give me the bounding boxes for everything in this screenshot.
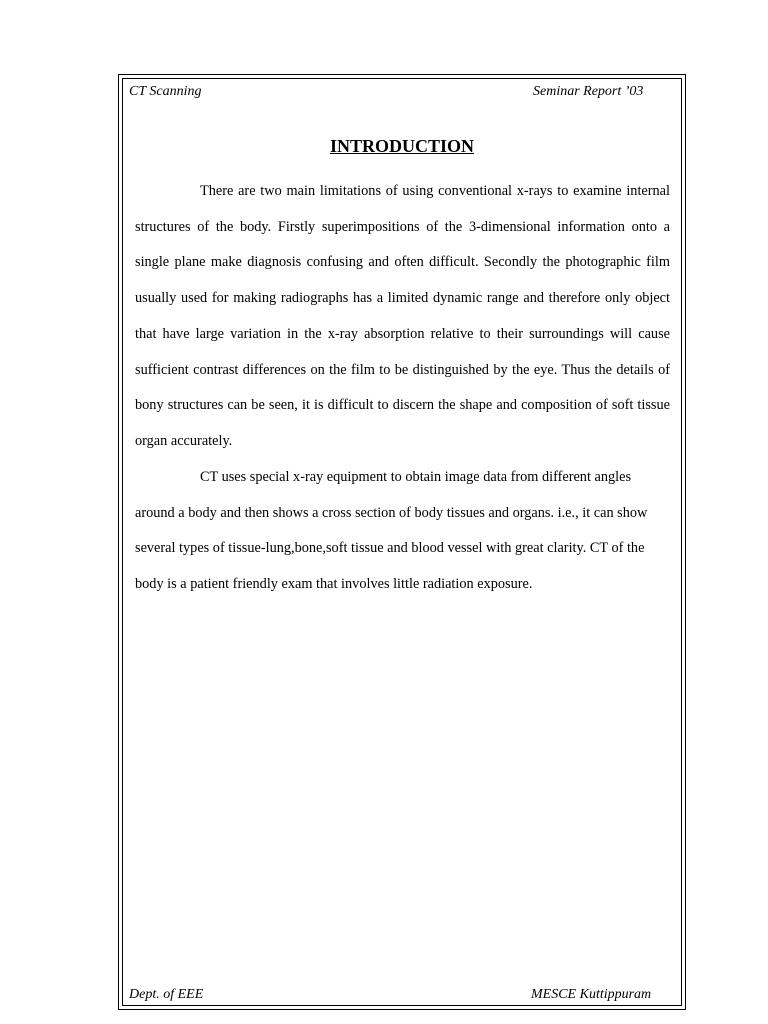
header-title: CT Scanning — [129, 84, 202, 99]
footer-institution: MESCE Kuttippuram — [531, 987, 652, 1002]
header-report: Seminar Report ’03 — [533, 84, 644, 99]
page-title: INTRODUCTION — [329, 136, 475, 156]
paragraph-2: CT uses special x-ray equipment to obtain image data from different angles around a body and then shows a cross section of body tissues and organs. i.e., it can show several types of tissue-lung,bone,soft tissue and blood vessel with great clarity. CT of the body is a patient friendly exam that involves little radiation exposure. — [135, 469, 648, 593]
paragraph-1: There are two main limitations of using conventional x-rays to examine internal structures of the body. Firstly superimpositions of the 3-dimensional information onto a single plane make diagnosis confusing and often difficult. Secondly the photographic film usually used for making radiographs has a limited dynamic range and therefore only object that have large variation in the x-ray absorption relative to their surroundings will cause sufficient contrast differences on the film to be distinguished by the eye. Thus the details of bony structures can be seen, it is difficult to discern the shape and composition of soft tissue organ accurately. — [135, 183, 670, 449]
footer-department: Dept. of EEE — [129, 987, 204, 1002]
